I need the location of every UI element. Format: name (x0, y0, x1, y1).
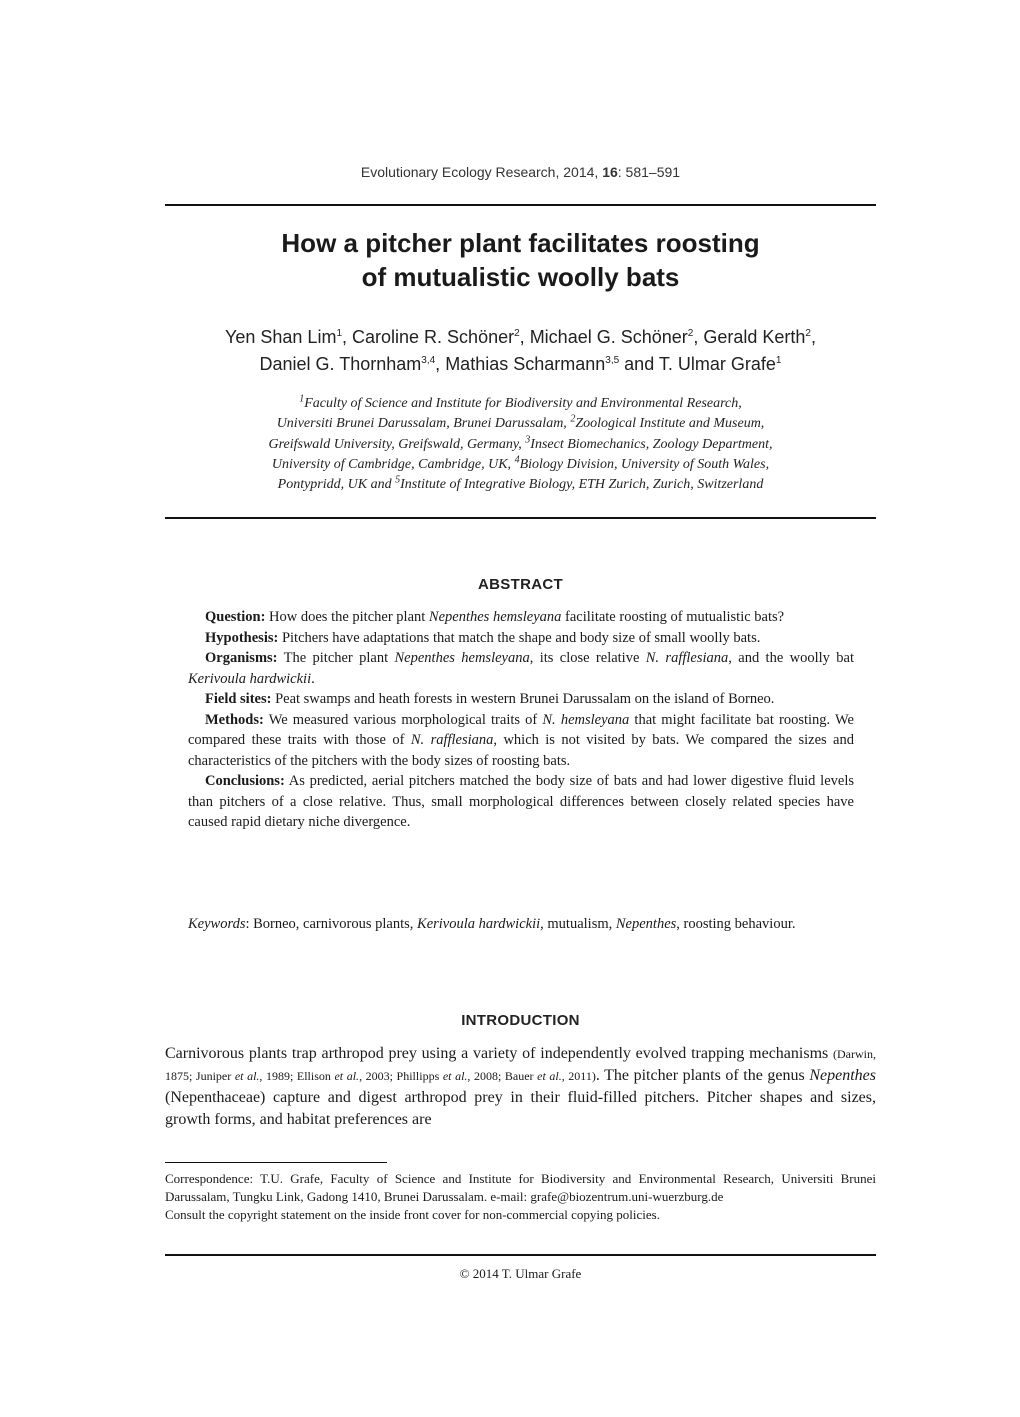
citation-et-al: et al. (334, 1069, 360, 1083)
methods-text: We measured various morphological traits of (263, 711, 543, 728)
abstract-conclusions (188, 771, 854, 833)
affiliation-line (165, 435, 876, 455)
keywords-text: , roosting behaviour. (676, 916, 796, 932)
author-affiliation-mark: 1 (336, 328, 342, 339)
abstract-organisms (188, 648, 854, 689)
species-name: N. rafflesiana (645, 650, 729, 666)
abstract-methods (188, 710, 854, 772)
species-name: Nepenthes hemsleyana (394, 650, 530, 666)
species-name: N. rafflesiana (410, 732, 494, 748)
species-name: Nepenthes hemsleyana (428, 609, 562, 625)
affiliation-text: Faculty of Science and Institute for Biodiversity and Environmental Research, (304, 396, 742, 411)
footnote-rule (165, 1162, 387, 1163)
correspondence-note: Correspondence: T.U. Grafe, Faculty of Science and Institute for Biodiversity and Environmental Research, Universiti Brunei Darussalam, Tungku Link, Gadong 1410, Brunei Darussalam. e-mail: grafe@biozentrum.uni-wuerzburg.de (165, 1171, 876, 1204)
citation-text: , 2011) (561, 1069, 596, 1083)
intro-text: Carnivorous plants trap arthropod prey using a variety of independently evolved trapping mechanisms (165, 1045, 834, 1062)
paper-title (165, 226, 876, 294)
affiliation-mark: 2 (570, 413, 576, 425)
question-label: Question: (205, 609, 266, 625)
introduction-paragraph (165, 1043, 876, 1131)
author-list (165, 324, 876, 378)
author-affiliation-mark: 3,4 (421, 355, 436, 366)
footnote (165, 1170, 876, 1224)
header-bottom-rule (165, 517, 876, 519)
methods-text: , which is not visited by bats. We compared the sizes and characteristics of the pitchers with the body sizes of roosting bats. (188, 732, 854, 769)
author-name: Caroline R. Schöner (352, 327, 515, 347)
question-text: facilitate roosting of mutualistic bats? (561, 609, 785, 625)
title-line-1: How a pitcher plant facilitates roosting (281, 228, 760, 258)
author-affiliation-mark: 2 (514, 328, 520, 339)
footer-rule (165, 1254, 876, 1256)
genus-name: Nepenthes (809, 1067, 876, 1084)
abstract-heading: ABSTRACT (478, 576, 563, 593)
affiliation-text: Greifswald University, Greifswald, Germany, (268, 436, 526, 452)
affiliation-mark: 5 (395, 474, 401, 486)
methods-text: that might facilitate bat roosting. We compared these traits with those of (188, 711, 854, 748)
journal-year: 2014 (563, 164, 595, 180)
abstract-field-sites (188, 689, 854, 710)
affiliation-text: Biology Division, University of South Wales, (519, 456, 770, 472)
question-text: How does the pitcher plant (265, 609, 429, 625)
author-name: Michael G. Schöner (529, 327, 688, 347)
keyword-species: Kerivoula hardwickii (417, 916, 541, 932)
keywords (188, 914, 854, 935)
conclusions-text: As predicted, aerial pitchers matched the body size of bats and had lower digestive fluid levels than pitchers of a close relative. Thus, small morphological differences between closely related species have caused rapid dietary niche divergence. (188, 773, 854, 830)
citation-et-al: et al. (537, 1069, 562, 1083)
top-rule (165, 204, 876, 206)
author-affiliation-mark: 2 (805, 328, 811, 339)
citation-text: , 1989; Ellison (259, 1069, 335, 1083)
keywords-label: Keywords (188, 916, 246, 932)
author-affiliation-mark: 1 (775, 355, 782, 366)
affiliation-text: Institute of Integrative Biology, ETH Zurich, Zurich, Switzerland (400, 477, 764, 493)
affiliation-text: University of Cambridge, Cambridge, UK, (271, 456, 515, 472)
hypothesis-label: Hypothesis: (205, 629, 279, 646)
affiliation-text: Universiti Brunei Darussalam, Brunei Darussalam, (276, 416, 571, 432)
author-separator: and (619, 354, 659, 374)
introduction-heading: INTRODUCTION (461, 1012, 580, 1029)
copyright-policy-note: Consult the copyright statement on the inside front cover for non-commercial copying policies. (165, 1207, 660, 1222)
author-affiliation-mark: 2 (687, 328, 694, 339)
author-line-1 (165, 324, 876, 351)
conclusions-label: Conclusions: (205, 773, 285, 789)
affiliation-text: Pontypridd, UK and (277, 477, 396, 493)
species-name: Kerivoula hardwickii (188, 670, 312, 687)
title-line-2: of mutualistic woolly bats (361, 262, 680, 292)
abstract-hypothesis (188, 628, 854, 649)
field-sites-text: Peat swamps and heath forests in western Brunei Darussalam on the island of Borneo. (271, 691, 775, 707)
species-name: N. hemsleyana (542, 711, 630, 728)
citation-et-al: et al. (234, 1069, 260, 1083)
field-sites-label: Field sites: (205, 691, 272, 707)
author-separator: , (519, 327, 530, 347)
organisms-label: Organisms: (205, 650, 278, 666)
author-name: Yen Shan Lim (225, 327, 337, 347)
abstract-question (188, 607, 854, 628)
author-separator: , (810, 327, 816, 347)
organisms-text: . (311, 670, 315, 687)
intro-text: (Nepenthaceae) capture and digest arthropod prey in their fluid-filled pitchers. Pitcher shapes and sizes, growth forms, and habitat preferences are (165, 1089, 876, 1128)
affiliation-mark: 1 (299, 393, 305, 405)
author-name: Mathias Scharmann (445, 354, 606, 374)
hypothesis-text: Pitchers have adaptations that match the shape and body size of small woolly bats. (278, 629, 761, 646)
affiliation-line (165, 394, 876, 414)
organisms-text: , and the woolly bat (728, 650, 854, 666)
author-separator: , (435, 354, 446, 374)
affiliation-mark: 4 (514, 454, 520, 466)
organisms-text: The pitcher plant (277, 650, 395, 666)
author-name: Gerald Kerth (703, 327, 806, 347)
citation-et-al: et al. (442, 1069, 468, 1083)
journal-volume: 16 (602, 164, 618, 180)
author-name: Daniel G. Thornham (259, 354, 422, 374)
author-line-2 (165, 351, 876, 378)
citation-text: , 2003; Phillipps (359, 1069, 443, 1083)
citation-text: (Darwin, 1875; Juniper (165, 1047, 876, 1083)
copyright-line: © 2014 T. Ulmar Grafe (459, 1266, 582, 1281)
affiliation-text: Insect Biomechanics, Zoology Department, (530, 436, 773, 452)
journal-name: Evolutionary Ecology Research (360, 164, 556, 180)
keywords-text: , mutualism, (540, 916, 616, 932)
citation-text: , 2008; Bauer (467, 1069, 538, 1083)
abstract-body (188, 607, 854, 833)
journal-citation: Evolutionary Ecology Research, 2014, 16: 581–591 (360, 164, 681, 180)
author-separator: , (693, 327, 704, 347)
author-separator: , (342, 327, 353, 347)
author-affiliation-mark: 3,5 (605, 355, 620, 366)
affiliation-line (165, 455, 876, 475)
keyword-genus: Nepenthes (615, 916, 677, 932)
keywords-text: : Borneo, carnivorous plants, (245, 916, 418, 932)
affiliations (165, 394, 876, 495)
affiliation-line (165, 475, 876, 495)
organisms-text: , its close relative (529, 650, 646, 666)
methods-label: Methods: (205, 711, 264, 728)
journal-pages: 581–591 (625, 164, 681, 180)
intro-text: . The pitcher plants of the genus (595, 1067, 810, 1084)
affiliation-text: Zoological Institute and Museum, (575, 416, 765, 432)
author-name: T. Ulmar Grafe (658, 354, 776, 374)
affiliation-line (165, 414, 876, 434)
affiliation-mark: 3 (525, 433, 531, 445)
